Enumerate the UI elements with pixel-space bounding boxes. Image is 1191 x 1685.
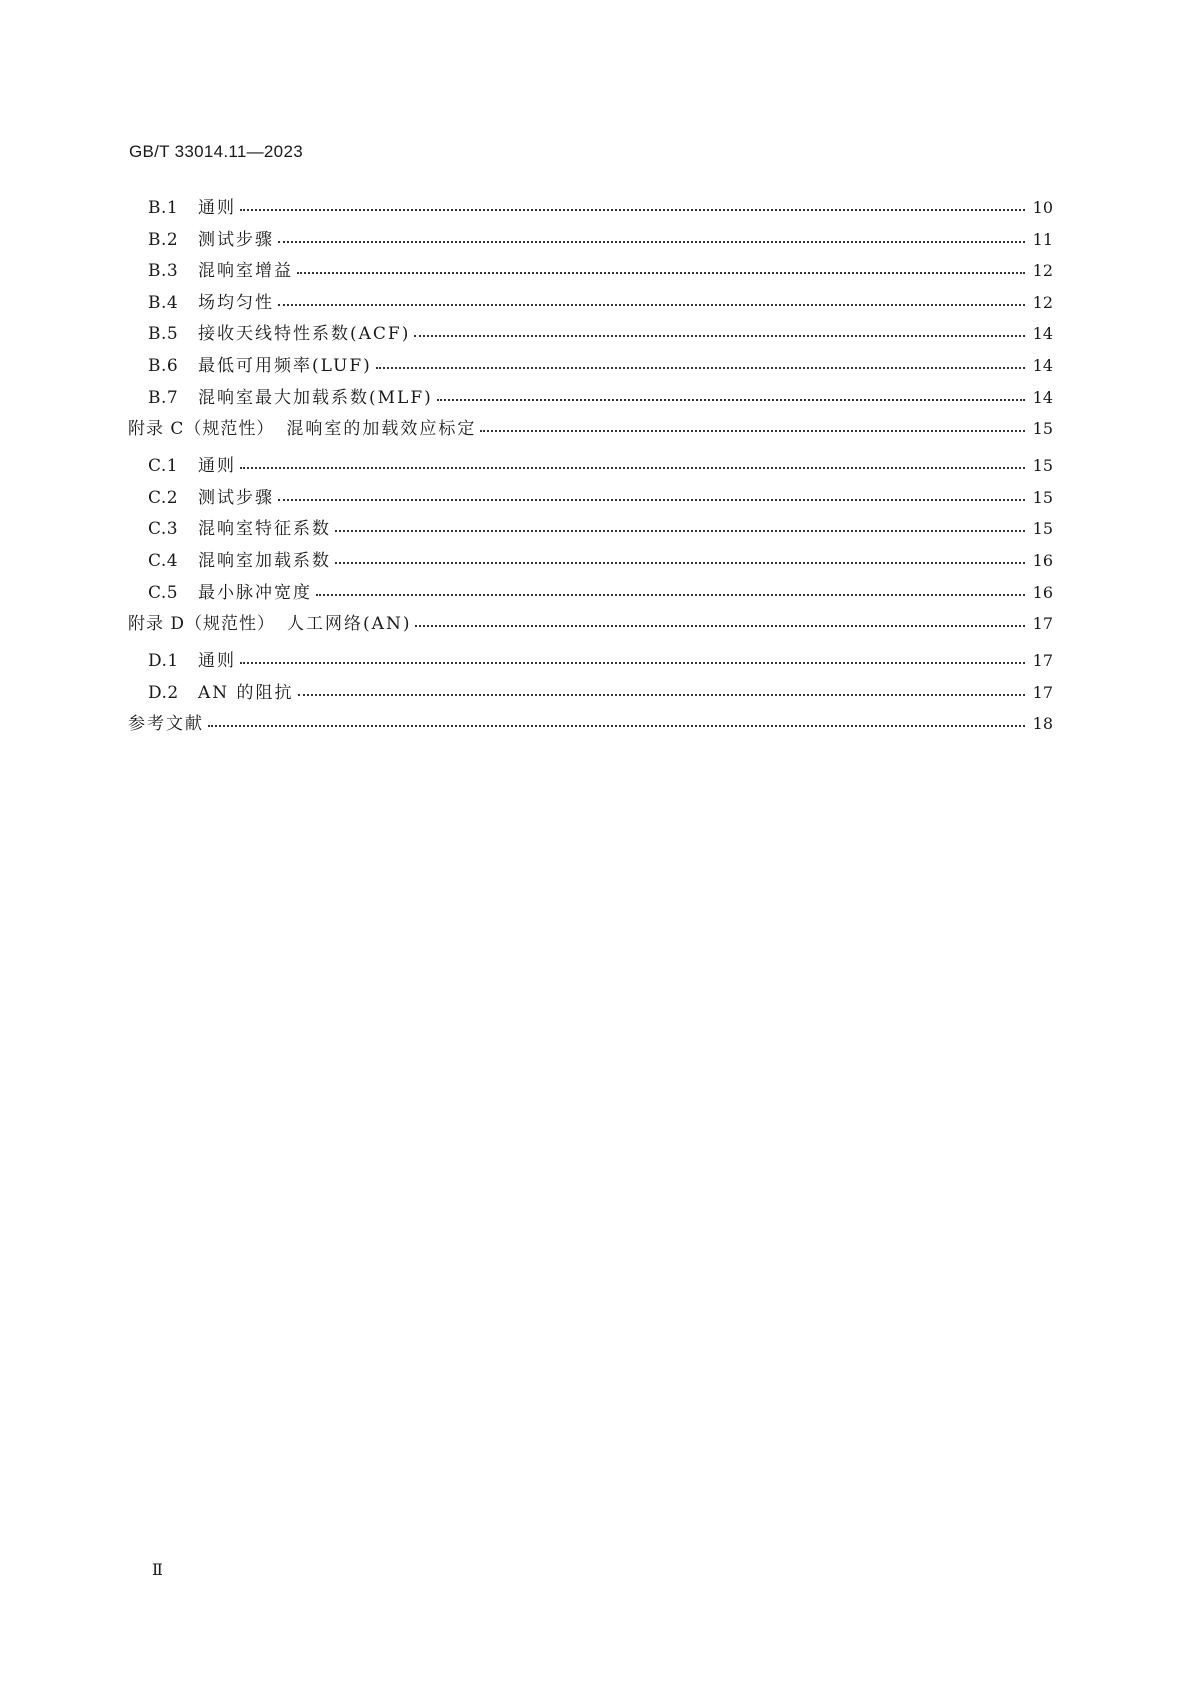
toc-dot-leader (278, 489, 1025, 503)
toc-entry-page: 14 (1032, 387, 1053, 407)
toc-entry-number: D.1 (148, 651, 179, 672)
toc-dot-leader (278, 294, 1025, 308)
toc-entry-number: B.6 (148, 355, 179, 376)
toc-entry-title: 参考文献 (128, 714, 204, 735)
toc-entry-number: C.1 (148, 456, 179, 477)
toc-entry-title: 场均匀性 (198, 292, 274, 313)
toc-dot-leader (335, 520, 1025, 534)
toc-entry-c4[interactable] (128, 546, 1053, 578)
toc-entry-title: 混响室加载系数 (198, 550, 331, 571)
toc-dot-leader (240, 652, 1025, 666)
toc-entry-page: 17 (1032, 651, 1053, 671)
toc-entry-title: 最低可用频率(LUF) (198, 355, 372, 376)
toc-entry-annex-d[interactable] (128, 609, 1053, 646)
toc-entry-title: 通则 (198, 456, 236, 477)
toc-entry-page: 17 (1032, 614, 1053, 634)
toc-entry-title: 测试步骤 (198, 487, 274, 508)
toc-entry-b4[interactable] (128, 288, 1053, 320)
toc-entry-annex-c[interactable] (128, 414, 1053, 451)
toc-dot-leader (298, 684, 1025, 698)
toc-entry-b3[interactable] (128, 256, 1053, 288)
toc-entry-c5[interactable] (128, 578, 1053, 610)
toc-dot-leader (376, 357, 1025, 371)
toc-entry-number: B.4 (148, 292, 179, 313)
toc-entry-c2[interactable] (128, 483, 1053, 515)
toc-entry-b1[interactable] (128, 193, 1053, 225)
toc-dot-leader (278, 231, 1025, 245)
toc-entry-title: 混响室增益 (198, 261, 293, 282)
toc-entry-d2[interactable] (128, 678, 1053, 710)
toc-entry-number: B.1 (148, 198, 179, 218)
toc-dot-leader (316, 584, 1025, 598)
toc-entry-number: C.5 (148, 582, 179, 603)
toc-entry-page: 15 (1032, 487, 1053, 507)
toc-entry-page: 15 (1032, 419, 1053, 439)
toc-annex-label: 附录 D（规范性） (128, 614, 276, 635)
toc-dot-leader (480, 420, 1025, 434)
toc-entry-page: 17 (1032, 682, 1053, 702)
page-number: Ⅱ (152, 1560, 163, 1579)
toc-entry-number: B.2 (148, 229, 179, 250)
toc-dot-leader (240, 457, 1025, 471)
toc-entry-page: 12 (1032, 292, 1053, 312)
toc-dot-leader (297, 262, 1025, 276)
toc-entry-page: 16 (1032, 550, 1053, 570)
toc-entry-page: 16 (1032, 582, 1053, 602)
toc-entry-title: 通则 (198, 651, 236, 672)
toc-dot-leader (208, 715, 1025, 729)
toc-dot-leader (414, 325, 1025, 339)
toc-dot-leader (335, 552, 1025, 566)
toc-entry-b6[interactable] (128, 351, 1053, 383)
toc-entry-title: 混响室的加载效应标定 (286, 419, 477, 440)
toc-entry-number: B.7 (148, 387, 179, 408)
toc-entry-page: 15 (1032, 456, 1053, 476)
toc-entry-page: 15 (1032, 519, 1053, 539)
toc-dot-leader (415, 615, 1025, 629)
toc-entry-page: 10 (1032, 198, 1053, 217)
toc-entry-title: AN 的阻抗 (198, 682, 294, 703)
toc-entry-title: 混响室最大加载系数(MLF) (198, 387, 433, 408)
toc-dot-leader (437, 389, 1025, 403)
toc-entry-number: C.4 (148, 550, 179, 571)
toc-entry-b7[interactable] (128, 383, 1053, 415)
toc-entry-b2[interactable] (128, 225, 1053, 257)
toc-entry-page: 18 (1032, 714, 1053, 734)
toc-entry-c3[interactable] (128, 514, 1053, 546)
toc-entry-d1[interactable] (128, 646, 1053, 678)
toc-entry-number: C.3 (148, 519, 179, 540)
toc-entry-c1[interactable] (128, 451, 1053, 483)
toc-entry-title: 最小脉冲宽度 (198, 582, 312, 603)
toc-entry-bibliography[interactable] (128, 709, 1053, 746)
toc-entry-number: D.2 (148, 682, 179, 703)
toc-entry-title: 接收天线特性系数(ACF) (198, 324, 411, 345)
toc-entry-number: C.2 (148, 487, 179, 508)
table-of-contents (128, 193, 1053, 746)
toc-annex-label: 附录 C（规范性） (128, 419, 275, 440)
toc-entry-number: B.3 (148, 261, 179, 282)
toc-entry-b5[interactable] (128, 319, 1053, 351)
toc-entry-page: 12 (1032, 261, 1053, 281)
toc-entry-title: 测试步骤 (198, 229, 274, 250)
toc-entry-page: 11 (1032, 229, 1053, 249)
toc-dot-leader (240, 199, 1025, 213)
toc-entry-page: 14 (1032, 324, 1053, 344)
toc-entry-title: 人工网络(AN) (287, 614, 412, 635)
document-code: GB/T 33014.11—2023 (129, 142, 303, 161)
toc-entry-title: 通则 (198, 198, 236, 218)
toc-entry-title: 混响室特征系数 (198, 519, 331, 540)
toc-entry-page: 14 (1032, 355, 1053, 375)
toc-entry-number: B.5 (148, 324, 179, 345)
